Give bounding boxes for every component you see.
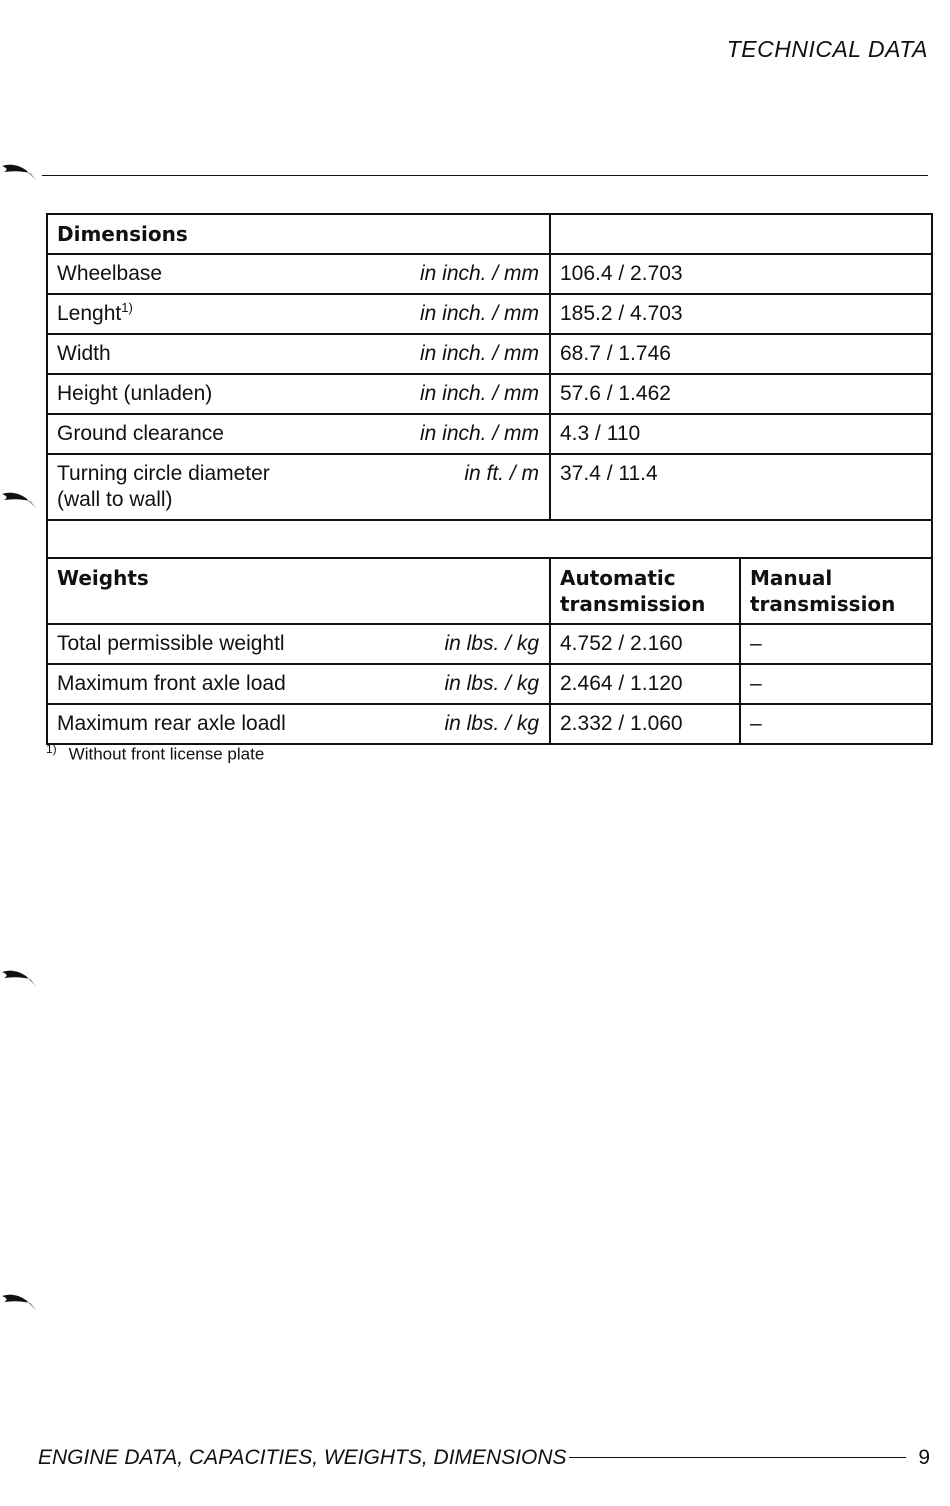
row-value-automatic: 2.464 / 1.120 bbox=[550, 664, 740, 704]
binding-mark-icon bbox=[0, 488, 40, 510]
table-row bbox=[47, 334, 932, 374]
header-rule bbox=[42, 175, 928, 176]
row-value-manual: – bbox=[740, 704, 932, 744]
footnote bbox=[46, 742, 264, 765]
row-value: 57.6 / 1.462 bbox=[550, 374, 932, 414]
row-unit: in inch. / mm bbox=[347, 334, 550, 374]
row-value: 37.4 / 11.4 bbox=[550, 454, 932, 520]
table-row bbox=[47, 374, 932, 414]
table-row bbox=[47, 294, 932, 334]
row-unit: in inch. / mm bbox=[347, 294, 550, 334]
binding-mark-icon bbox=[0, 1290, 40, 1312]
weights-heading-row bbox=[47, 558, 932, 624]
row-value: 106.4 / 2.703 bbox=[550, 254, 932, 294]
row-label: Width bbox=[47, 334, 347, 374]
row-label: Ground clearance bbox=[47, 414, 347, 454]
binding-mark-icon bbox=[0, 160, 40, 182]
table-row bbox=[47, 414, 932, 454]
row-value: 68.7 / 1.746 bbox=[550, 334, 932, 374]
row-label: Total permissible weightl bbox=[47, 624, 347, 664]
row-label: Turning circle diameter (wall to wall) bbox=[47, 454, 347, 520]
col-header-automatic: Automatic transmission bbox=[550, 558, 740, 624]
footnote-mark: 1) bbox=[46, 742, 57, 756]
dimensions-heading: Dimensions bbox=[47, 214, 550, 254]
table-row bbox=[47, 664, 932, 704]
spacer-row bbox=[47, 520, 932, 558]
col-header-manual: Manual transmission bbox=[740, 558, 932, 624]
table-row bbox=[47, 454, 932, 520]
row-unit: in lbs. / kg bbox=[347, 664, 550, 704]
binding-mark-icon bbox=[0, 966, 40, 988]
footer-rule bbox=[569, 1457, 907, 1458]
row-value-manual: – bbox=[740, 664, 932, 704]
row-label: Wheelbase bbox=[47, 254, 347, 294]
row-unit: in inch. / mm bbox=[347, 414, 550, 454]
table-row bbox=[47, 624, 932, 664]
row-label: Maximum rear axle loadl bbox=[47, 704, 347, 744]
page-header-title: TECHNICAL DATA bbox=[726, 36, 928, 62]
table-row bbox=[47, 704, 932, 744]
row-unit: in ft. / m bbox=[347, 454, 550, 520]
row-value-automatic: 2.332 / 1.060 bbox=[550, 704, 740, 744]
row-label: Height (unladen) bbox=[47, 374, 347, 414]
technical-data-table bbox=[46, 213, 933, 745]
footer-title: ENGINE DATA, CAPACITIES, WEIGHTS, DIMENSIONS bbox=[38, 1446, 567, 1469]
table-row bbox=[47, 254, 932, 294]
row-unit: in lbs. / kg bbox=[347, 624, 550, 664]
row-unit: in inch. / mm bbox=[347, 254, 550, 294]
row-value-automatic: 4.752 / 2.160 bbox=[550, 624, 740, 664]
row-value-manual: – bbox=[740, 624, 932, 664]
row-label: Lenght$^{1)}$ bbox=[47, 294, 347, 334]
row-unit: in inch. / mm bbox=[347, 374, 550, 414]
row-value: 185.2 / 4.703 bbox=[550, 294, 932, 334]
row-value: 4.3 / 110 bbox=[550, 414, 932, 454]
page-footer bbox=[38, 1446, 930, 1470]
row-unit: in lbs. / kg bbox=[347, 704, 550, 744]
footnote-ref: 1) bbox=[121, 300, 133, 315]
page-number: 9 bbox=[918, 1446, 930, 1469]
dimensions-heading-row bbox=[47, 214, 932, 254]
row-label: Maximum front axle load bbox=[47, 664, 347, 704]
weights-heading: Weights bbox=[47, 558, 550, 624]
footnote-text: Without front license plate bbox=[68, 744, 265, 764]
